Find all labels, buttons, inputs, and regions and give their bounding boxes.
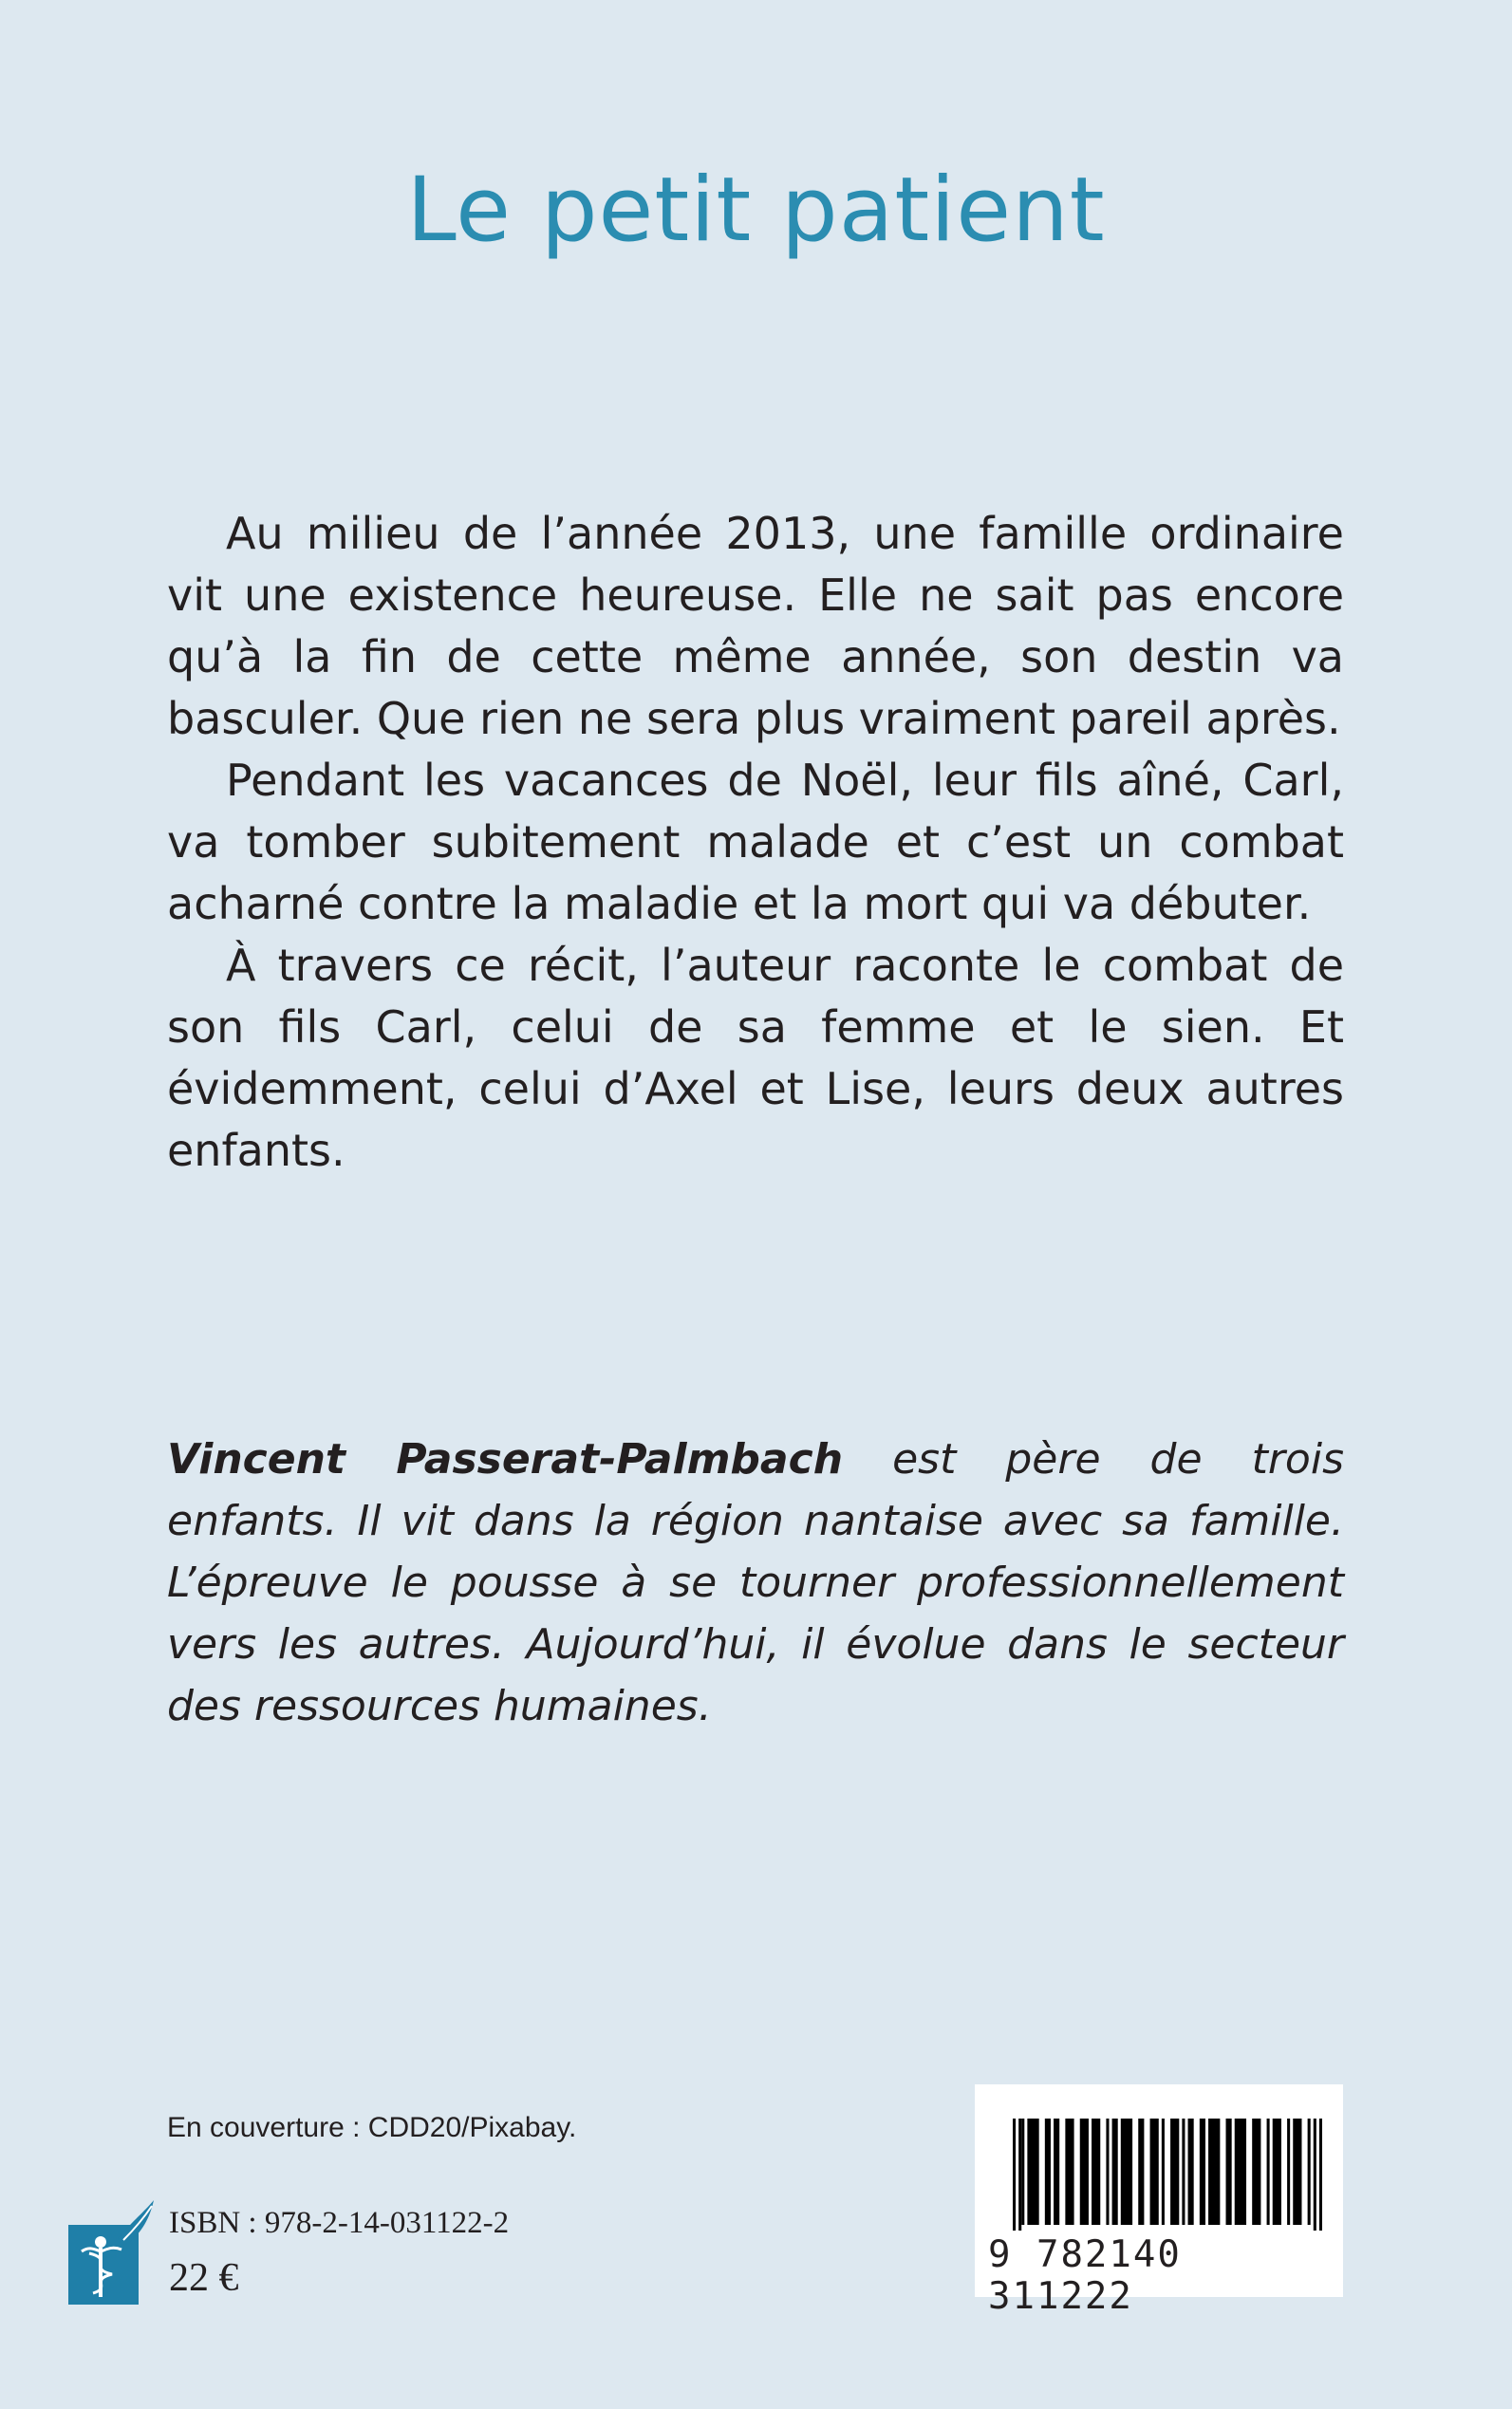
barcode-bar xyxy=(1162,2119,1165,2225)
synopsis-paragraph-1: Au milieu de l’année 2013, une famille ordinaire vit une existence heureuse. Elle ne sait pas encore qu’à la fin de cette même année, son destin va basculer. Que rien ne sera plus vraiment pareil après. xyxy=(167,508,1344,744)
barcode-bar xyxy=(1027,2119,1038,2225)
barcode-guard-bar xyxy=(1319,2119,1322,2231)
barcode xyxy=(975,2084,1343,2318)
barcode-bar xyxy=(1138,2119,1144,2225)
barcode-bar xyxy=(1267,2119,1270,2225)
barcode-bar xyxy=(1080,2119,1089,2225)
barcode-bar xyxy=(1065,2119,1073,2225)
barcode-bar xyxy=(1045,2119,1051,2225)
barcode-bar xyxy=(1106,2119,1109,2225)
barcode-bar xyxy=(1170,2119,1179,2225)
author-bio xyxy=(167,1429,1344,1737)
barcode-bar xyxy=(1054,2119,1059,2225)
price: 22 € xyxy=(169,2256,239,2300)
barcode-bar xyxy=(1287,2119,1290,2225)
barcode-guard-bar xyxy=(1314,2119,1316,2231)
barcode-bar xyxy=(1182,2119,1185,2225)
synopsis xyxy=(167,503,1344,1182)
barcode-bar xyxy=(1150,2119,1159,2225)
barcode-guard-bar xyxy=(1018,2119,1021,2231)
barcode-bar xyxy=(1293,2119,1301,2225)
barcode-bar xyxy=(1308,2119,1311,2225)
barcode-bar xyxy=(1188,2119,1194,2225)
barcode-bar xyxy=(1235,2119,1246,2225)
barcode-bar xyxy=(1121,2119,1132,2225)
synopsis-paragraph-2: Pendant les vacances de Noël, leur fils aîné, Carl, va tomber subitement malade et c’est un combat acharné contre la maladie et la mort qui va débuter. xyxy=(167,755,1344,929)
barcode-bars xyxy=(1013,2119,1322,2231)
publisher-logo xyxy=(68,2200,156,2305)
author-name: Vincent Passerat-Palmbach xyxy=(167,1435,844,1484)
cover-credit: En couverture : CDD20/Pixabay. xyxy=(167,2112,577,2143)
barcode-bar xyxy=(1200,2119,1205,2225)
barcode-bar xyxy=(1112,2119,1118,2225)
isbn: ISBN : 978-2-14-031122-2 xyxy=(169,2206,510,2240)
synopsis-paragraph-3: À travers ce récit, l’auteur raconte le combat de son fils Carl, celui de sa femme et le sien. Et évidemment, celui d’Axel et Lise, leurs deux autres enfants. xyxy=(167,940,1344,1176)
barcode-guard-bar xyxy=(1013,2119,1016,2231)
barcode-bar xyxy=(1273,2119,1281,2225)
barcode-bar xyxy=(1252,2119,1260,2225)
barcode-digits: 9 782140 311222 xyxy=(988,2233,1182,2318)
barcode-bar xyxy=(1092,2119,1100,2225)
barcode-bar xyxy=(1226,2119,1232,2225)
book-title: Le petit patient xyxy=(406,159,1106,262)
barcode-bar xyxy=(1021,2119,1024,2225)
barcode-bar xyxy=(1208,2119,1220,2225)
author-bio-text: est père de trois enfants. Il vit dans la région nantaise avec sa famille. L’épreuve le pousse à se tourner professionnellement vers les autres. Aujourd’hui, il évolue dans le secteur des ressources humaines. xyxy=(167,1435,1345,1730)
